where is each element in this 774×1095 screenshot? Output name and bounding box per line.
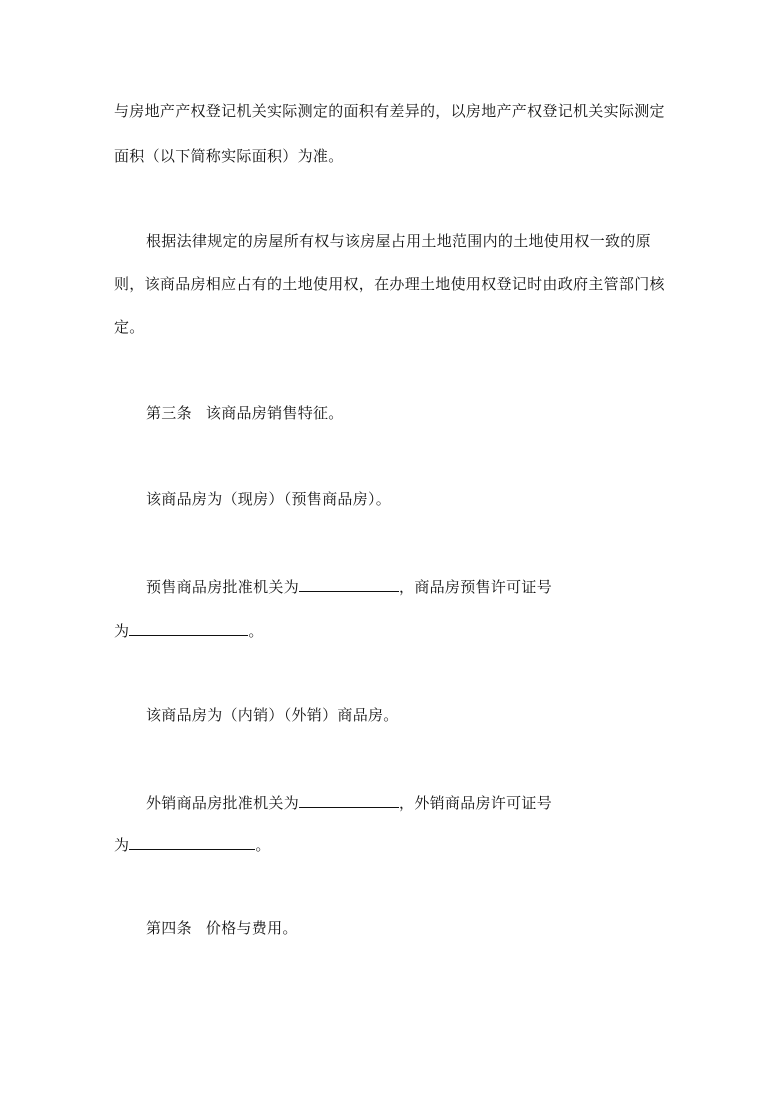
para-market: 该商品房为（内销）（外销）商品房。 (146, 706, 399, 724)
para1-line2: 面积（以下简称实际面积）为准。 (114, 147, 344, 165)
article3-number: 第三条 (146, 404, 192, 422)
export-line2-prefix: 为 (114, 836, 130, 854)
export-middle: ，外销商品房许可证号 (399, 794, 553, 812)
article4-number: 第四条 (146, 919, 192, 937)
para2-line1: 根据法律规定的房屋所有权与该房屋占用土地范围内的土地使用权一致的原 (146, 232, 651, 250)
presale-line2 (114, 619, 264, 641)
export-prefix: 外销商品房批准机关为 (146, 794, 300, 812)
presale-authority-blank[interactable] (299, 575, 399, 592)
para-status: 该商品房为（现房）（预售商品房）。 (146, 490, 392, 508)
export-permit-blank[interactable] (129, 833, 255, 850)
article4-title: 价格与费用。 (205, 919, 298, 937)
export-authority-blank[interactable] (299, 791, 399, 808)
article4-heading (146, 918, 298, 938)
presale-line1 (146, 575, 552, 597)
presale-middle: ，商品房预售许可证号 (399, 578, 553, 596)
article3-title: 该商品房销售特征。 (205, 404, 344, 422)
para2-line3: 定。 (114, 318, 145, 336)
export-line2 (114, 833, 271, 855)
para1-line1: 与房地产产权登记机关实际测定的面积有差异的，以房地产产权登记机关实际测定 (114, 102, 665, 120)
para2-line2: 则，该商品房相应占有的土地使用权，在办理土地使用权登记时由政府主管部门核 (114, 275, 665, 293)
export-line2-suffix: 。 (255, 836, 271, 854)
presale-line2-prefix: 为 (114, 622, 130, 640)
article3-heading (146, 403, 344, 423)
presale-permit-blank[interactable] (129, 619, 248, 636)
export-line1 (146, 791, 552, 813)
presale-prefix: 预售商品房批准机关为 (146, 578, 300, 596)
presale-line2-suffix: 。 (248, 622, 264, 640)
